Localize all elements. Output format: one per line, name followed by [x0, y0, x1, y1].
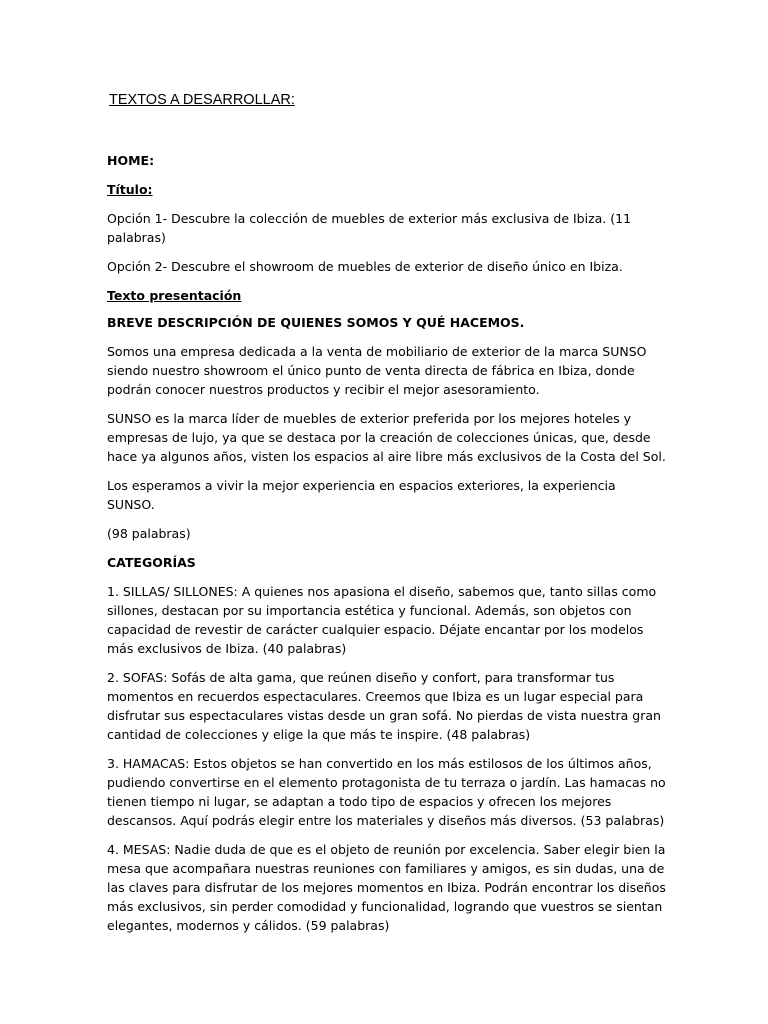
category-4: 4. MESAS: Nadie duda de que es el objeto de reunión por excelencia. Saber elegir bien la mesa que acompañara nuestras reuniones con familiares y amigos, es sin dudas, una de las claves para disfrutar de los mejores momentos en Ibiza. Podrán encontrar los diseños más exclusivos, sin perder comodidad y funcionalidad, logrando que vuestros se sientan elegantes, modernos y cálidos. (59 palabras)	[107, 842, 666, 933]
categories-heading: CATEGORÍAS	[107, 555, 196, 570]
brief-heading: BREVE DESCRIPCIÓN DE QUIENES SOMOS Y QUÉ HACEMOS.	[107, 315, 525, 330]
titulo-label: Título:	[107, 182, 153, 197]
paragraph-3: Los esperamos a vivir la mejor experiencia en espacios exteriores, la experiencia SUNSO.	[107, 478, 616, 512]
option-1: Opción 1- Descubre la colección de muebles de exterior más exclusiva de Ibiza. (11 palabras)	[107, 211, 632, 245]
document-body	[107, 90, 667, 945]
home-label: HOME:	[107, 153, 155, 168]
document-title-text: TEXTOS A DESARROLLAR:	[109, 92, 295, 108]
category-2: 2. SOFAS: Sofás de alta gama, que reúnen diseño y confort, para transformar tus momentos en recuerdos espectaculares. Creemos que Ibiza es un lugar especial para disfrutar sus espectaculares vistas desde un gran sofá. No pierdas de vista nuestra gran cantidad de colecciones y elige la que más te inspire. (48 palabras)	[107, 670, 661, 742]
category-1: 1. SILLAS/ SILLONES: A quienes nos apasiona el diseño, sabemos que, tanto sillas como sillones, destacan por su importancia estética y funcional. Además, son objetos con capacidad de revestir de carácter cualquier espacio. Déjate encantar por los modelos más exclusivos de Ibiza. (40 palabras)	[107, 584, 657, 656]
paragraph-2: SUNSO es la marca líder de muebles de exterior preferida por los mejores hoteles y empresas de lujo, ya que se destaca por la creación de colecciones únicas, que, desde hace ya algunos años, visten los espacios al aire libre más exclusivos de la Costa del Sol.	[107, 411, 666, 464]
document-title	[107, 90, 667, 110]
option-2: Opción 2- Descubre el showroom de muebles de exterior de diseño único en Ibiza.	[107, 259, 623, 274]
presentation-label: Texto presentación	[107, 288, 242, 303]
word-count: (98 palabras)	[107, 526, 191, 541]
paragraph-1: Somos una empresa dedicada a la venta de mobiliario de exterior de la marca SUNSO siendo nuestro showroom el único punto de venta directa de fábrica en Ibiza, donde podrán conocer nuestros productos y recibir el mejor asesoramiento.	[107, 344, 647, 397]
category-3: 3. HAMACAS: Estos objetos se han convertido en los más estilosos de los últimos años, pudiendo convertirse en el elemento protagonista de tu terraza o jardín. Las hamacas no tienen tiempo ni lugar, se adaptan a todo tipo de espacios y ofrecen los mejores descansos. Aquí podrás elegir entre los materiales y diseños más diversos. (53 palabras)	[107, 756, 666, 828]
